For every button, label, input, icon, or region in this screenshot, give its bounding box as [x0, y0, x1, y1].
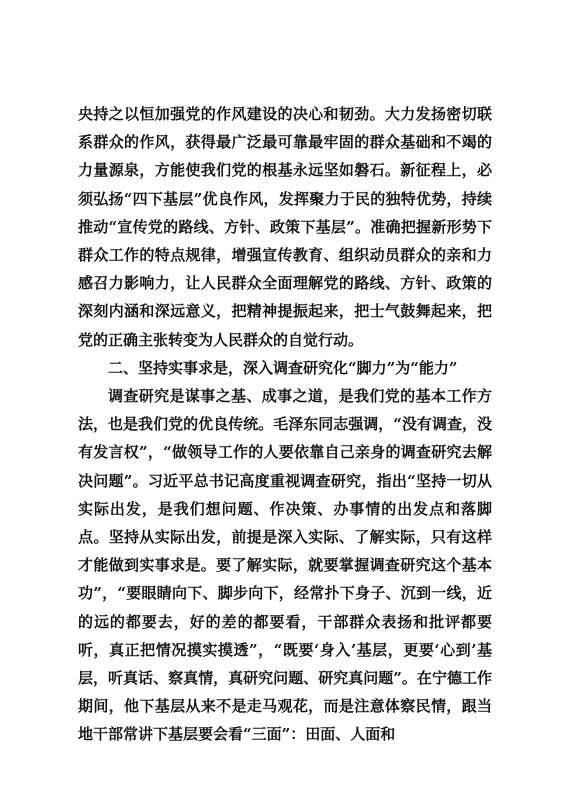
section-heading: 二、坚持实事求是，深入调查研究化“脚力”为“能力” — [108, 358, 458, 377]
document-body — [78, 100, 492, 749]
paragraph-research: 调查研究是谋事之基、成事之道，是我们党的基本工作方法，也是我们党的优良传统。毛泽东同志强调，“没有调查，没有发言权”，“做领导工作的人要依靠自己亲身的调查研究去解决问题”。习近平总书记高度重视调查研究，指出“坚持一切从实际出发，是我们想问题、作决策、办事情的出发点和落脚点。坚持从实际出发，前提是深入实际、了解实际，只有这样才能做到实事求是。要了解实际，就要掌握调查研究这个基本功”，“要眼睛向下、脚步向下，经常扑下身子、沉到一线，近的远的都要去，好的差的都要看，干部群众表扬和批评都要听，真正把情况摸实摸透”，“既要‘身入’基层，更要‘心到’基层，听真话、察真情，真研究问题、研究真问题”。在宁德工作期间，他下基层从来不是走马观花，而是注意体察民情，跟当地干部常讲下基层要会看“三面”：田面、人面和 — [78, 387, 492, 744]
paragraph-continuation: 央持之以恒加强党的作风建设的决心和韧劲。大力发扬密切联系群众的作风，获得最广泛最可靠最牢固的群众基础和不竭的力量源泉，方能使我们党的根基永远坚如磐石。新征程上，必须弘扬“四下基层”优良作风，发挥聚力于民的独特优势，持续推动“宣传党的路线、方针、政策下基层”。准确把握新形势下群众工作的特点规律，增强宣传教育、组织动员群众的亲和力感召力影响力，让人民群众全面理解党的路线、方针、政策的深刻内涵和深远意义，把精神提振起来，把士气鼓舞起来，把党的正确主张转变为人民群众的自觉行动。 — [78, 105, 492, 349]
